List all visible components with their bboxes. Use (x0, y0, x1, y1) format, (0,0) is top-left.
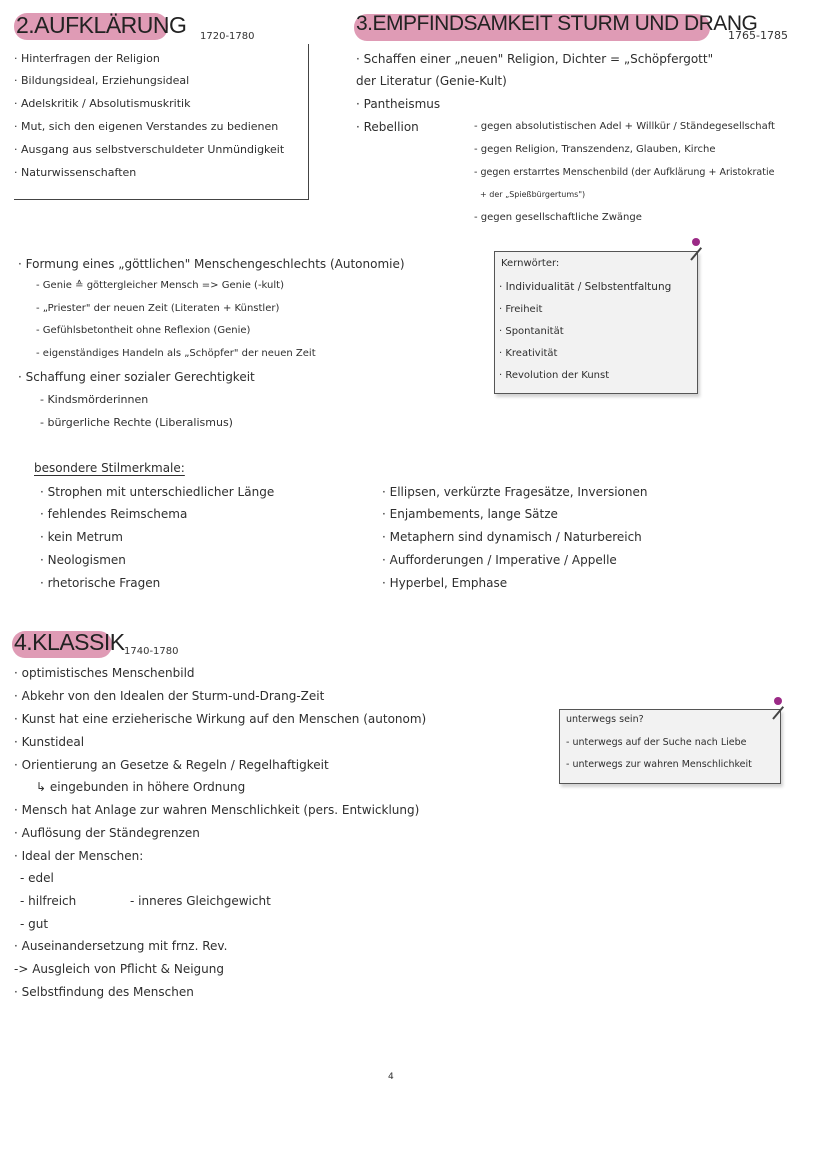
rebellion-item: - gegen gesellschaftliche Zwänge (474, 212, 642, 223)
stilmerkmale-right-item: · Aufforderungen / Imperative / Appelle (382, 553, 617, 567)
klassik-years: 1740-1780 (124, 646, 179, 657)
formung-item: · Schaffung einer sozialer Gerechtigkeit (18, 370, 255, 384)
klassik-title: 4.KLASSIK (14, 629, 125, 655)
empfindsamkeit-years: 1765-1785 (728, 29, 788, 42)
stilmerkmale-title: besondere Stilmerkmale: (34, 461, 185, 475)
formung-item: - eigenständiges Handeln als „Schöpfer" der neuen Zeit (36, 348, 316, 359)
stilmerkmale-right-item: · Enjambements, lange Sätze (382, 507, 558, 521)
formung-item: - Gefühlsbetontheit ohne Reflexion (Genie) (36, 325, 251, 336)
unterwegs-title: unterwegs sein? (566, 714, 644, 725)
unterwegs-pin-icon (774, 697, 782, 705)
page-number: 4 (388, 1072, 394, 1082)
kernwoerter-box (494, 251, 698, 394)
empfindsamkeit-item: · Rebellion (356, 120, 419, 134)
empfindsamkeit-item: · Pantheismus (356, 97, 441, 111)
aufklarung-divider-horizontal (14, 199, 309, 200)
unterwegs-item: - unterwegs zur wahren Menschlichkeit (566, 759, 752, 770)
rebellion-item: - gegen Religion, Transzendenz, Glauben, Kirche (474, 144, 716, 155)
empfindsamkeit-item: der Literatur (Genie-Kult) (356, 74, 507, 88)
kernwoerter-item: · Kreativität (499, 348, 558, 359)
kernwoerter-item: · Individualität / Selbstentfaltung (499, 281, 672, 293)
aufklarung-item: · Mut, sich den eigenen Verstandes zu bedienen (14, 120, 279, 133)
kernwoerter-item: · Freiheit (499, 304, 543, 315)
rebellion-item: + der „Spießbürgertums") (480, 190, 586, 199)
klassik-item: · Auflösung der Ständegrenzen (14, 826, 200, 840)
aufklarung-item: · Naturwissenschaften (14, 166, 137, 179)
aufklarung-title: 2.AUFKLÄRUNG (16, 12, 187, 38)
unterwegs-item: - unterwegs auf der Suche nach Liebe (566, 737, 747, 748)
klassik-item: ↳ eingebunden in höhere Ordnung (36, 780, 246, 794)
klassik-item: · Auseinandersetzung mit frnz. Rev. (14, 939, 228, 953)
rebellion-item: - gegen absolutistischen Adel + Willkür / Ständegesellschaft (474, 121, 775, 132)
klassik-item: - hilfreich (20, 894, 77, 908)
stilmerkmale-left-item: · fehlendes Reimschema (40, 507, 188, 521)
klassik-item: · Selbstfindung des Menschen (14, 985, 194, 999)
kernwoerter-pin-icon (692, 238, 700, 246)
klassik-item: · Kunstideal (14, 735, 85, 749)
klassik-item: · Orientierung an Gesetze & Regeln / Regelhaftigkeit (14, 758, 329, 772)
stilmerkmale-left-item: · Neologismen (40, 553, 126, 567)
kernwoerter-item: · Revolution der Kunst (499, 370, 610, 381)
formung-item: - Genie ≙ göttergleicher Mensch => Genie (-kult) (36, 280, 284, 291)
klassik-item: - edel (20, 871, 54, 885)
klassik-item: · optimistisches Menschenbild (14, 666, 195, 680)
stilmerkmale-right-item: · Hyperbel, Emphase (382, 576, 508, 590)
formung-item: · Formung eines „göttlichen" Menschengeschlechts (Autonomie) (18, 257, 405, 271)
aufklarung-divider-vertical (308, 44, 309, 199)
unterwegs-box (559, 709, 781, 784)
kernwoerter-title: Kernwörter: (501, 258, 560, 269)
kernwoerter-item: · Spontanität (499, 326, 564, 337)
klassik-item: · Mensch hat Anlage zur wahren Menschlichkeit (pers. Entwicklung) (14, 803, 420, 817)
formung-item: - bürgerliche Rechte (Liberalismus) (40, 416, 233, 429)
klassik-item: -> Ausgleich von Pflicht & Neigung (14, 962, 224, 976)
stilmerkmale-right-item: · Ellipsen, verkürzte Fragesätze, Inversionen (382, 485, 648, 499)
empfindsamkeit-title: 3.EMPFINDSAMKEIT STURM UND DRANG (356, 12, 758, 35)
aufklarung-item: · Bildungsideal, Erziehungsideal (14, 74, 190, 87)
stilmerkmale-left-item: · Strophen mit unterschiedlicher Länge (40, 485, 275, 499)
stilmerkmale-left-item: · rhetorische Fragen (40, 576, 161, 590)
formung-item: - „Priester" der neuen Zeit (Literaten + Künstler) (36, 303, 280, 314)
klassik-item: · Kunst hat eine erzieherische Wirkung auf den Menschen (autonom) (14, 712, 427, 726)
aufklarung-item: · Ausgang aus selbstverschuldeter Unmündigkeit (14, 143, 285, 156)
aufklarung-years: 1720-1780 (200, 31, 255, 42)
aufklarung-item: · Adelskritik / Absolutismuskritik (14, 97, 191, 110)
klassik-item: · Ideal der Menschen: (14, 849, 144, 863)
klassik-item: · Abkehr von den Idealen der Sturm-und-Drang-Zeit (14, 689, 325, 703)
klassik-gleichgewicht: - inneres Gleichgewicht (130, 894, 271, 908)
klassik-item: - gut (20, 917, 49, 931)
formung-item: - Kindsmörderinnen (40, 393, 149, 406)
stilmerkmale-left-item: · kein Metrum (40, 530, 123, 544)
aufklarung-item: · Hinterfragen der Religion (14, 52, 160, 65)
stilmerkmale-right-item: · Metaphern sind dynamisch / Naturbereich (382, 530, 642, 544)
rebellion-item: - gegen erstarrtes Menschenbild (der Aufklärung + Aristokratie (474, 167, 775, 178)
empfindsamkeit-item: · Schaffen einer „neuen" Religion, Dichter = „Schöpfergott" (356, 52, 714, 66)
